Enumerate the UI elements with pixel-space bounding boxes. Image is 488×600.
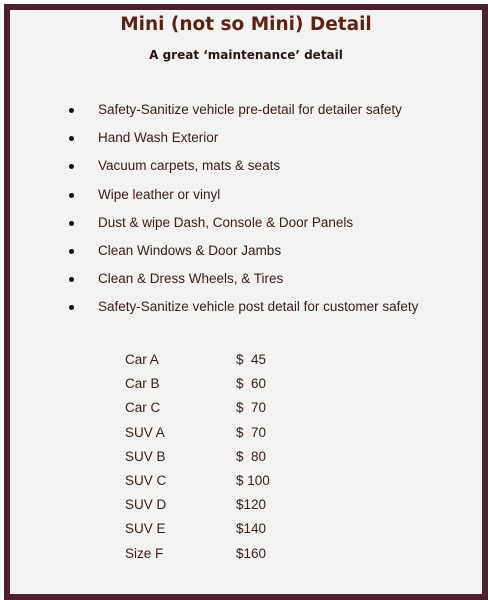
price-value: $ 70	[236, 424, 267, 440]
bullet-icon	[69, 193, 74, 198]
vehicle-class: SUV C	[125, 472, 167, 488]
service-text: Safety-Sanitize vehicle pre-detail for detailer safety	[98, 102, 402, 117]
bullet-icon	[69, 136, 74, 141]
price-value: $120	[236, 497, 267, 513]
vehicle-class: SUV A	[125, 424, 165, 440]
price-value: $ 80	[236, 448, 267, 464]
price-value: $160	[236, 545, 267, 561]
price-value: $ 70	[236, 400, 267, 416]
vehicle-class: Car B	[125, 376, 160, 392]
vehicle-class: Car A	[125, 352, 159, 367]
price-value: $ 60	[236, 376, 267, 392]
bullet-icon	[69, 108, 74, 113]
document-frame	[4, 4, 488, 600]
vehicle-class: Size F	[125, 545, 164, 561]
price-value: $140	[236, 521, 267, 537]
bullet-icon	[69, 249, 74, 254]
price-value: $ 45	[236, 352, 267, 367]
vehicle-class: SUV D	[125, 497, 167, 513]
bullet-icon	[69, 305, 74, 310]
service-text: Hand Wash Exterior	[98, 130, 219, 146]
service-text: Dust & wipe Dash, Console & Door Panels	[98, 214, 354, 230]
page-subtitle: A great ‘maintenance’ detail	[149, 48, 343, 62]
bullet-icon	[69, 221, 74, 226]
vehicle-class: Car C	[125, 400, 161, 416]
page-title: Mini (not so Mini) Detail	[120, 14, 372, 35]
service-text: Vacuum carpets, mats & seats	[98, 158, 281, 174]
bullet-icon	[69, 164, 74, 169]
price-value: $ 100	[236, 472, 270, 488]
vehicle-class: SUV E	[125, 521, 166, 537]
service-text: Clean & Dress Wheels, & Tires	[98, 271, 284, 287]
bullet-icon	[69, 277, 74, 282]
service-text: Wipe leather or vinyl	[98, 186, 221, 202]
service-text: Safety-Sanitize vehicle post detail for customer safety	[98, 299, 419, 315]
service-text: Clean Windows & Door Jambs	[98, 242, 282, 258]
vehicle-class: SUV B	[125, 448, 166, 464]
